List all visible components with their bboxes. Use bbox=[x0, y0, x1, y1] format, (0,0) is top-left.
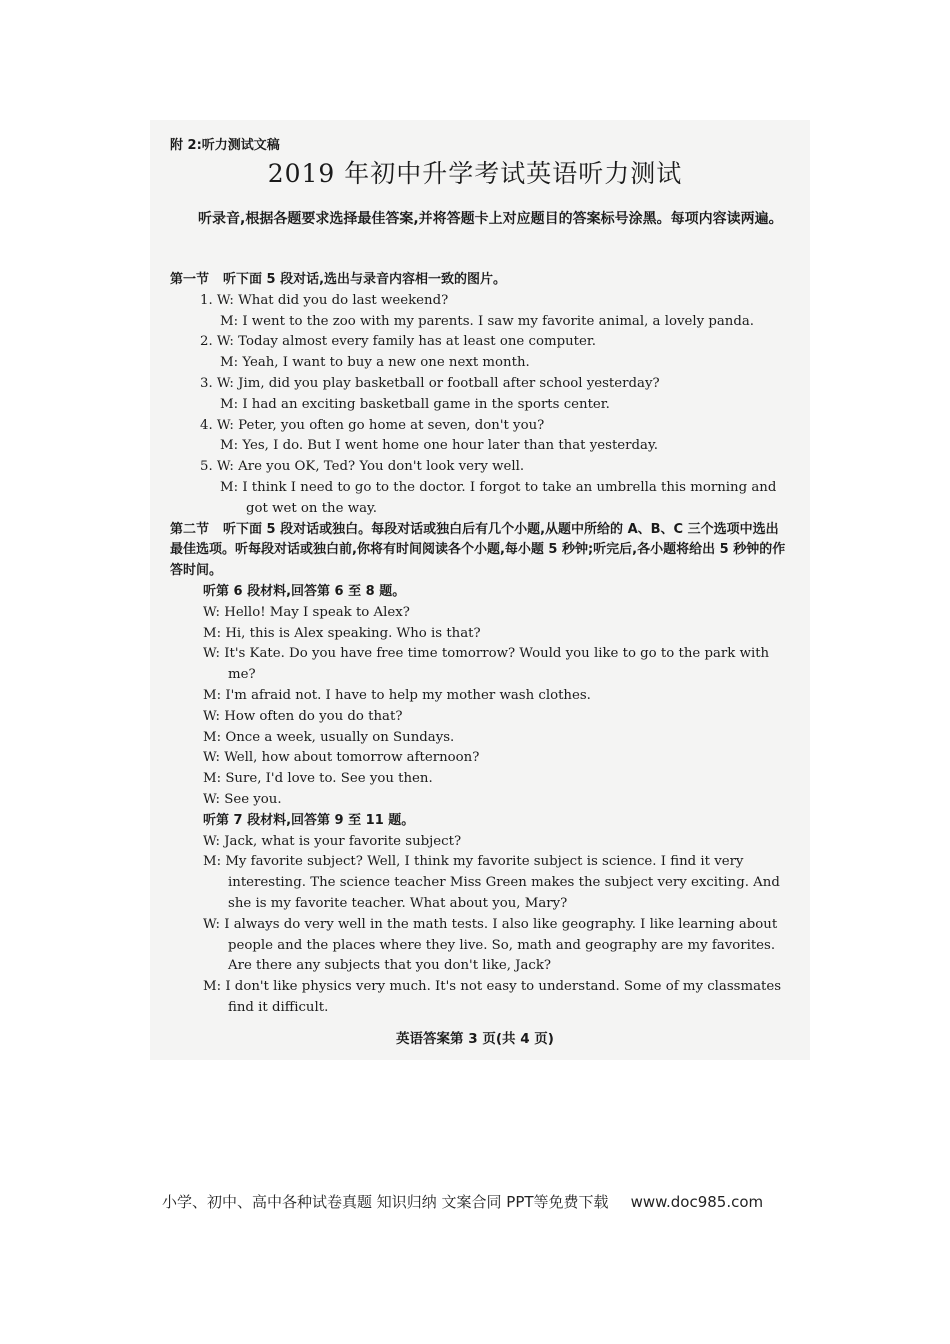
s1-q5-w: 5. W: Are you OK, Ted? You don't look very well. bbox=[200, 459, 525, 475]
site-footer-text: 小学、初中、高中各种试卷真题 知识归纳 文案合同 PPT等免费下载 bbox=[162, 1193, 609, 1211]
d6-line-2: M: Hi, this is Alex speaking. Who is that? bbox=[203, 625, 481, 641]
section1-title: 听下面 5 段对话,选出与录音内容相一致的图片。 bbox=[223, 272, 507, 287]
d7-line-3: W: I always do very well in the math tests. I also like geography. I like learning about people and the places where they live. So, math and geography are my favorites. Are there any subjects that you don't like, Jack? bbox=[203, 916, 778, 974]
s1-q2-w: 2. W: Today almost every family has at least one computer. bbox=[200, 334, 597, 350]
s1-q1-m: M: I went to the zoo with my parents. I saw my favorite animal, a lovely panda. bbox=[220, 313, 755, 329]
section2-title: 听下面 5 段对话或独白。每段对话或独白后有几个小题,从题中所给的 A、B、C 三个选项中选出最佳选项。听每段对话或独白前,你将有时间阅读各个小题,每小题 5 秒钟;听完后,各小题将给出 5 秒钟的作答时间。 bbox=[170, 521, 786, 579]
site-footer-url[interactable]: www.doc985.com bbox=[630, 1193, 764, 1211]
section2-label: 第二节 bbox=[170, 521, 210, 537]
d6-line-5: W: How often do you do that? bbox=[203, 708, 403, 724]
page-number-footer: 英语答案第 3 页(共 4 页) bbox=[396, 1031, 554, 1047]
s1-q1-w: 1. W: What did you do last weekend? bbox=[200, 292, 449, 308]
section1-heading bbox=[170, 270, 790, 291]
s1-q2-m: M: Yeah, I want to buy a new one next month. bbox=[220, 355, 530, 371]
appendix-label: 附 2:听力测试文稿 bbox=[170, 138, 280, 153]
d6-line-3: W: It's Kate. Do you have free time tomorrow? Would you like to go to the park with me? bbox=[203, 646, 770, 683]
s1-q3-m: M: I had an exciting basketball game in the sports center. bbox=[220, 396, 610, 412]
section1-label: 第一节 bbox=[170, 272, 210, 287]
d6-line-9: W: See you. bbox=[203, 791, 282, 807]
d7-line-1: W: Jack, what is your favorite subject? bbox=[203, 833, 462, 849]
d6-line-8: M: Sure, I'd love to. See you then. bbox=[203, 771, 433, 787]
s1-q4-w: 4. W: Peter, you often go home at seven, don't you? bbox=[200, 417, 545, 433]
dialog7-heading: 听第 7 段材料,回答第 9 至 11 题。 bbox=[203, 812, 415, 828]
instructions: 听录音,根据各题要求选择最佳答案,并将答题卡上对应题目的答案标号涂黑。每项内容读两遍。 bbox=[198, 211, 783, 227]
d6-line-4: M: I'm afraid not. I have to help my mother wash clothes. bbox=[203, 687, 591, 703]
d6-line-6: M: Once a week, usually on Sundays. bbox=[203, 729, 455, 745]
site-footer bbox=[162, 1191, 763, 1212]
s1-q3-w: 3. W: Jim, did you play basketball or football after school yesterday? bbox=[200, 375, 660, 391]
dialog6-heading: 听第 6 段材料,回答第 6 至 8 题。 bbox=[203, 583, 406, 599]
s1-q4-m: M: Yes, I do. But I went home one hour later than that yesterday. bbox=[220, 438, 658, 454]
transcript bbox=[170, 270, 790, 1019]
d7-line-2: M: My favorite subject? Well, I think my favorite subject is science. I find it very interesting. The science teacher Miss Green makes the subject very exciting. And she is my favorite teacher. What about you, Mary? bbox=[203, 854, 780, 911]
page-title: 2019 年初中升学考试英语听力测试 bbox=[267, 159, 683, 188]
d6-line-1: W: Hello! May I speak to Alex? bbox=[203, 604, 410, 620]
d7-line-4: M: I don't like physics very much. It's not easy to understand. Some of my classmates find it difficult. bbox=[203, 979, 782, 1015]
section2-heading bbox=[170, 520, 790, 582]
s1-q5-m: M: I think I need to go to the doctor. I forgot to take an umbrella this morning and got wet on the way. bbox=[220, 479, 777, 516]
d6-line-7: W: Well, how about tomorrow afternoon? bbox=[203, 750, 480, 766]
